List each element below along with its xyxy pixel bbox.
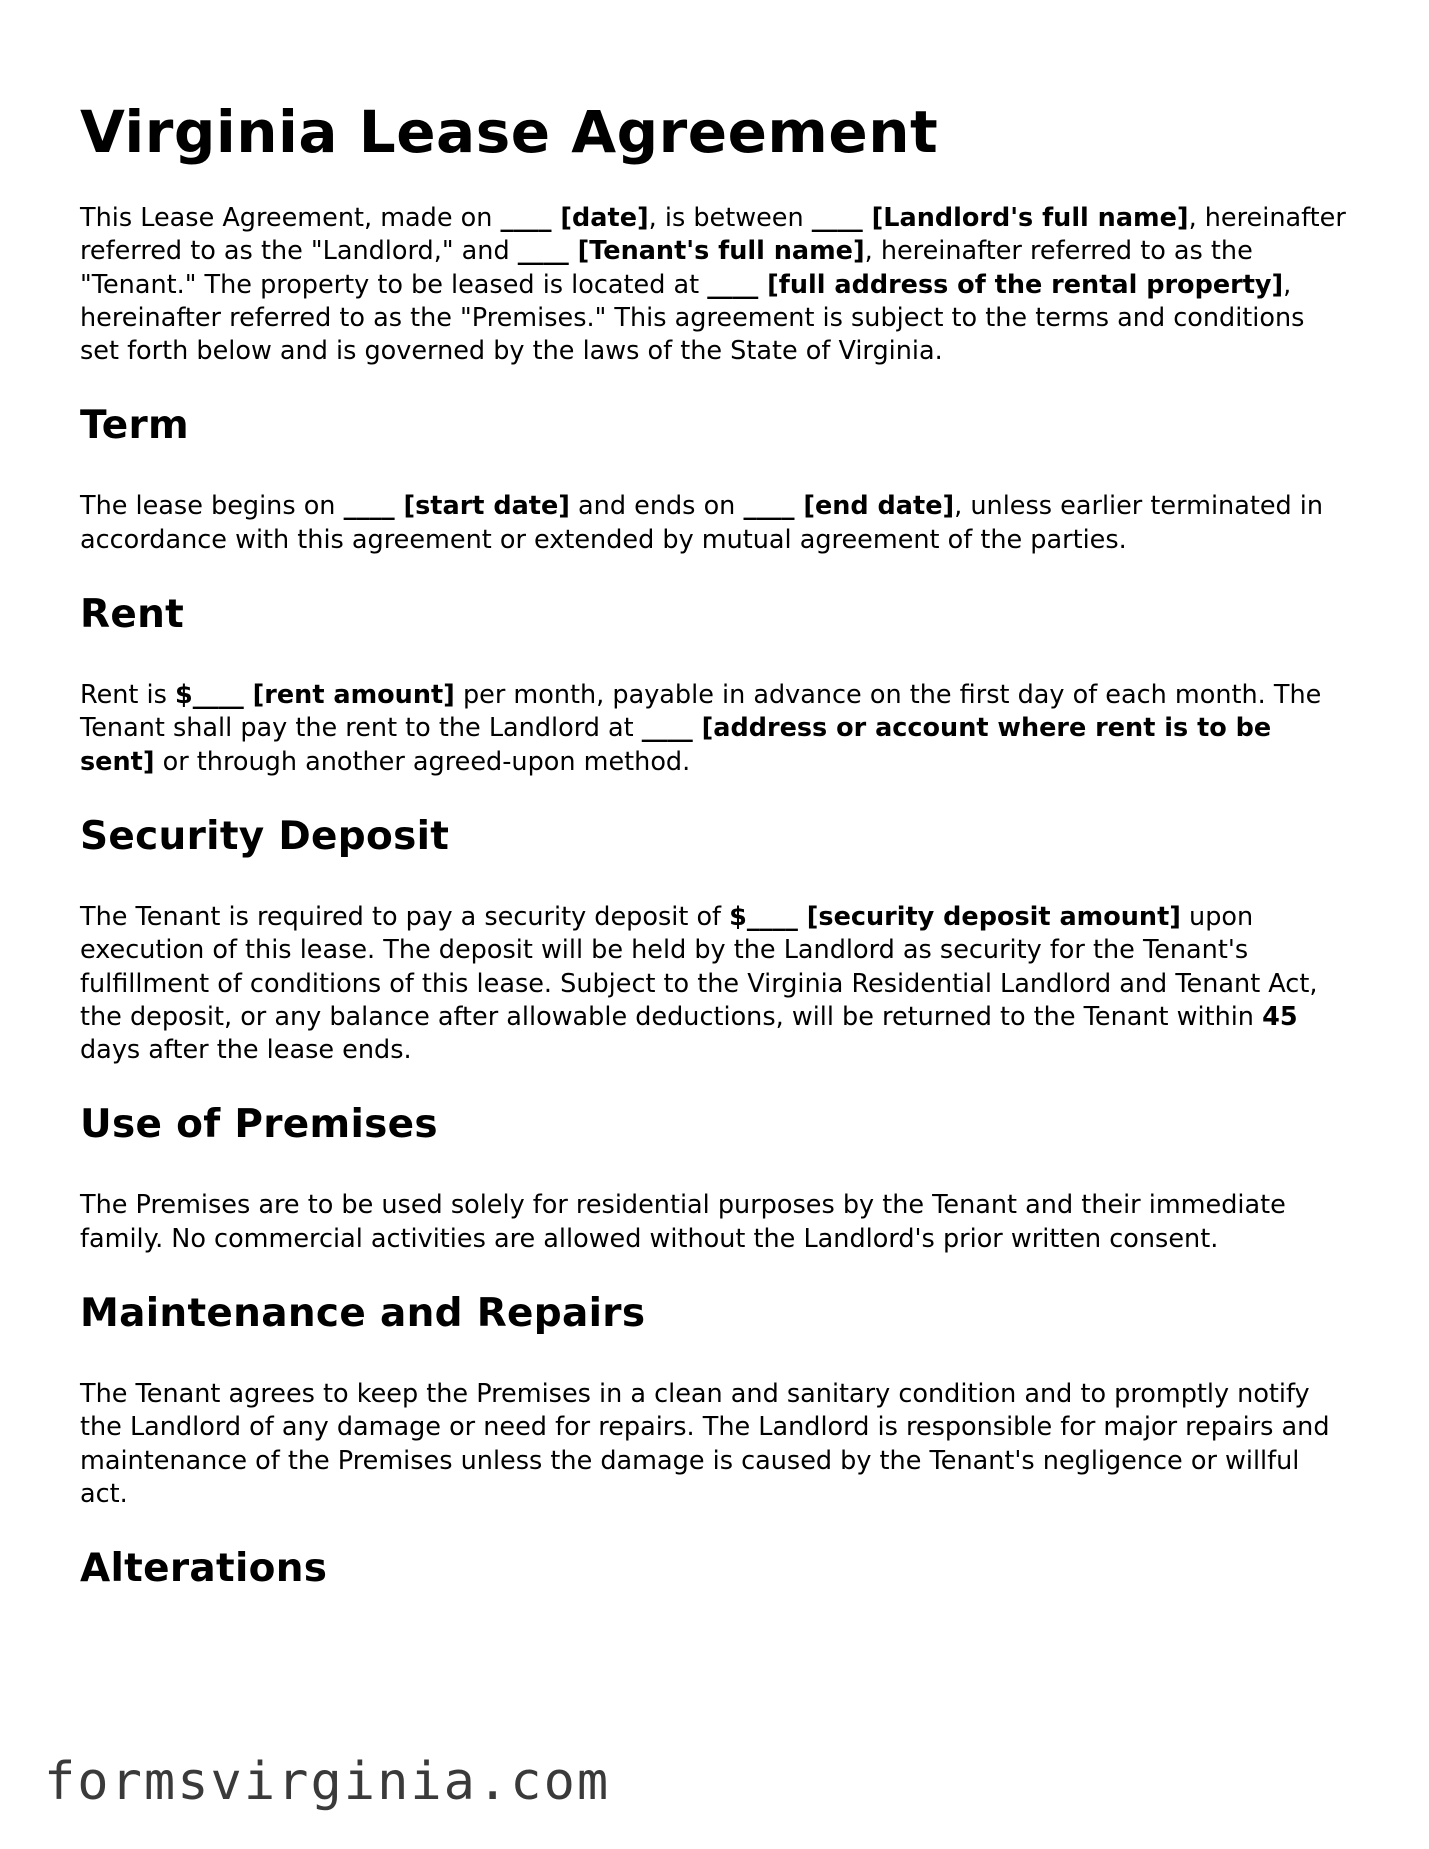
intro-paragraph: This Lease Agreement, made on ____ [date], is between ____ [Landlord's full name], hereinafter referred to as the "Landlord," and ____ [Tenant's full name], hereinafter referred to as the "Tenant." The property to be leased is located at ____ [full address of the rental property], hereinafter referred to as the "Premises." This agreement is subject to the terms and conditions set forth below and is governed by the laws of the State of Virginia. <box>80 203 1346 367</box>
site-watermark: formsvirginia.com <box>44 1752 611 1812</box>
section-heading-term: Term <box>80 403 189 449</box>
deposit-return-days: 45 <box>1262 1001 1298 1032</box>
section-heading-use-of-premises: Use of Premises <box>80 1102 438 1148</box>
term-paragraph: The lease begins on ____ [start date] and ends on ____ [end date], unless earlier terminated in accordance with this agreement or extended by mutual agreement of the parties. <box>80 491 1324 555</box>
section-heading-alterations: Alterations <box>80 1546 328 1592</box>
tenant-name-field: ____ [Tenant's full name] <box>517 236 865 267</box>
section-heading-security-deposit: Security Deposit <box>80 813 450 859</box>
deposit-amount-field: $____ [security deposit amount] <box>729 901 1181 932</box>
document-title: Virginia Lease Agreement <box>80 98 939 166</box>
rent-amount-field: $____ [rent amount] <box>175 680 455 711</box>
document-page <box>80 96 1350 1633</box>
rent-destination-field: ____ [address or account where rent is to be sent] <box>80 713 1272 777</box>
landlord-name-field: ____ [Landlord's full name] <box>811 203 1189 233</box>
rent-paragraph: Rent is $____ [rent amount] per month, payable in advance on the first day of each month. The Tenant shall pay the rent to the Landlord at ____ [address or account where rent is to be sent] or through another agreed-upon method. <box>80 680 1322 777</box>
start-date-field: ____ [start date] <box>343 491 570 522</box>
section-heading-rent: Rent <box>80 592 185 638</box>
maintenance-paragraph: The Tenant agrees to keep the Premises in a clean and sanitary condition and to promptly notify the Landlord of any damage or need for repairs. The Landlord is responsible for major repairs and maintenance of the Premises unless the damage is caused by the Tenant's negligence or willful act. <box>80 1379 1330 1509</box>
use-paragraph: The Premises are to be used solely for residential purposes by the Tenant and their immediate family. No commercial activities are allowed without the Landlord's prior written consent. <box>80 1190 1286 1254</box>
deposit-paragraph: The Tenant is required to pay a security deposit of $____ [security deposit amount] upon execution of this lease. The deposit will be held by the Landlord as security for the Tenant's fulfillment of conditions of this lease. Subject to the Virginia Residential Landlord and Tenant Act, the deposit, or any balance after allowable deductions, will be returned to the Tenant within 45 days after the lease ends. <box>80 901 1318 1066</box>
section-heading-maintenance: Maintenance and Repairs <box>80 1291 646 1337</box>
end-date-field: ____ [end date] <box>743 491 955 522</box>
property-address-field: ____ [full address of the rental property] <box>707 269 1284 300</box>
date-field: ____ [date] <box>500 203 649 233</box>
